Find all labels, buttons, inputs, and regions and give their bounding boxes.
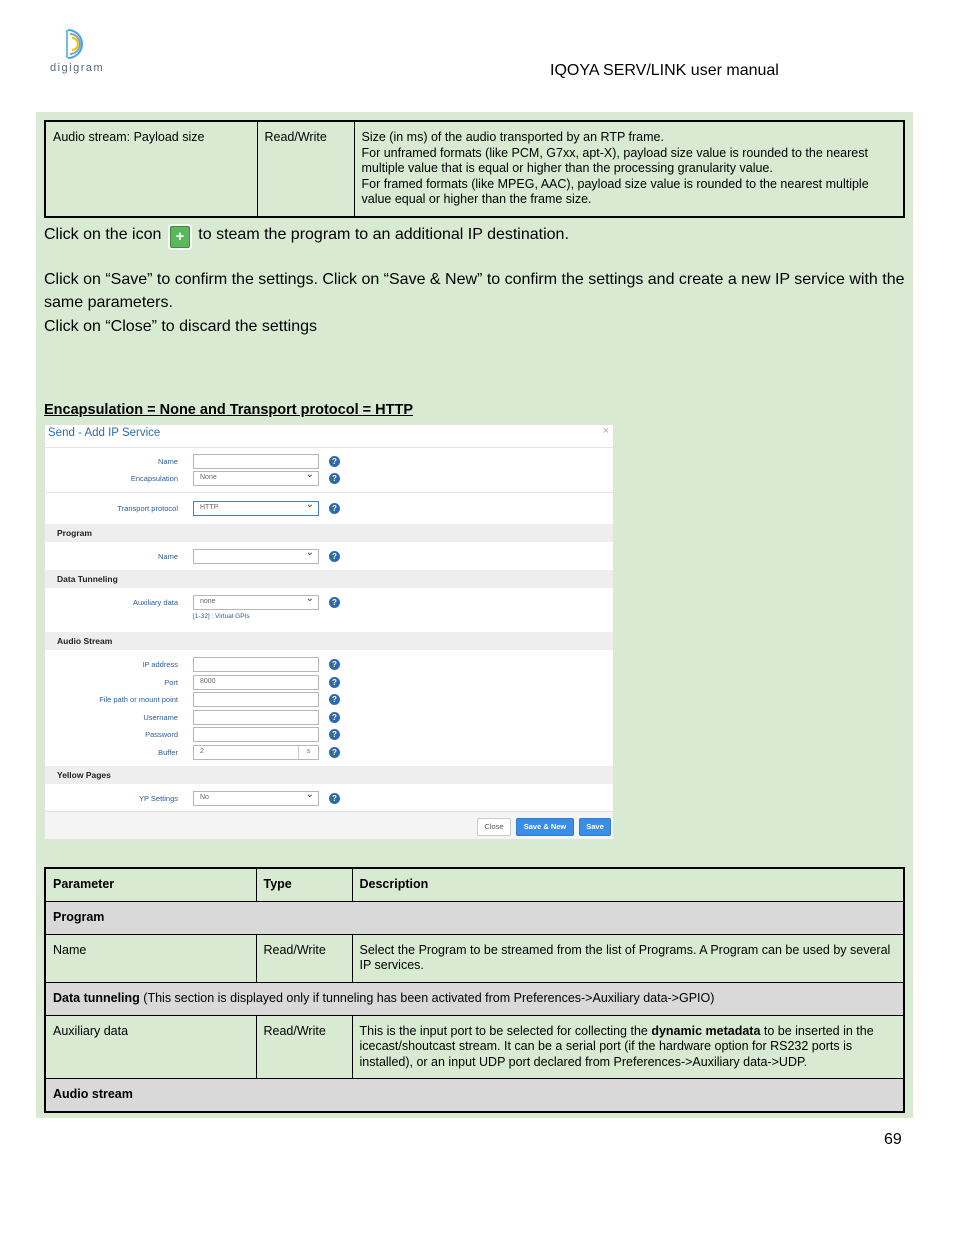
header-parameter: Parameter bbox=[45, 868, 256, 901]
name-label: Name bbox=[157, 457, 178, 466]
help-icon[interactable]: ? bbox=[329, 712, 340, 723]
help-icon[interactable]: ? bbox=[329, 597, 340, 608]
type-cell: Read/Write bbox=[257, 121, 354, 217]
password-label: Password bbox=[145, 730, 178, 739]
help-icon[interactable]: ? bbox=[329, 729, 340, 740]
help-icon[interactable]: ? bbox=[329, 473, 340, 484]
section-heading: Encapsulation = None and Transport protocol = HTTP bbox=[44, 402, 413, 418]
data-tunneling-section-header: Data Tunneling bbox=[45, 570, 613, 588]
buffer-value: 2 bbox=[200, 748, 204, 755]
ip-address-input[interactable] bbox=[193, 657, 319, 672]
table-row bbox=[45, 934, 904, 982]
add-ip-service-dialog bbox=[44, 424, 614, 840]
transport-protocol-select[interactable]: HTTP ⌄ bbox=[193, 501, 319, 516]
instruction-text: to steam the program to an additional IP destination. bbox=[198, 226, 569, 243]
description-text: to be inserted in the icecast/shoutcast stream. It can be a serial port (if the hardware option for RS232 ports is installed), or an input UDP port declared from Preferences->Auxiliary data->UDP. bbox=[359, 1023, 874, 1069]
program-section-header: Program bbox=[45, 524, 613, 542]
add-plus-icon[interactable]: + bbox=[170, 226, 190, 248]
save-button[interactable]: Save bbox=[579, 818, 611, 836]
table-row bbox=[45, 121, 904, 217]
table-row bbox=[45, 1015, 904, 1079]
param-cell: Audio stream: Payload size bbox=[45, 121, 257, 217]
header-description: Description bbox=[352, 868, 904, 901]
help-icon[interactable]: ? bbox=[329, 694, 340, 705]
audio-stream-section: Audio stream bbox=[45, 1079, 904, 1112]
password-input[interactable] bbox=[193, 727, 319, 742]
yp-settings-select[interactable]: No ⌄ bbox=[193, 791, 319, 806]
description-line: Size (in ms) of the audio transported by an RTP frame. bbox=[361, 130, 664, 144]
help-icon[interactable]: ? bbox=[329, 677, 340, 688]
encapsulation-label: Encapsulation bbox=[130, 474, 178, 483]
help-icon[interactable]: ? bbox=[329, 793, 340, 804]
add-destination-instruction bbox=[44, 223, 569, 248]
description-text: This is the input port to be selected for collecting the bbox=[359, 1023, 652, 1038]
buffer-unit: s bbox=[298, 746, 318, 759]
buffer-label: Buffer bbox=[158, 748, 178, 757]
dialog-title: Send - Add IP Service bbox=[48, 427, 161, 439]
ip-address-label: IP address bbox=[142, 660, 178, 669]
auxiliary-data-hint: [1-32] : Virtual GPIs bbox=[193, 613, 250, 620]
header-type: Type bbox=[256, 868, 352, 901]
close-instruction: Click on “Close” to discard the settings bbox=[44, 318, 317, 335]
name-input[interactable] bbox=[193, 454, 319, 469]
help-icon[interactable]: ? bbox=[329, 551, 340, 562]
type-cell: Read/Write bbox=[256, 934, 352, 982]
auxiliary-data-select[interactable]: none ⌄ bbox=[193, 595, 319, 610]
logo-icon bbox=[50, 26, 120, 62]
file-path-input[interactable] bbox=[193, 692, 319, 707]
section-note: (This section is displayed only if tunneling has been activated from Preferences->Auxiliary data->GPIO) bbox=[139, 990, 715, 1005]
port-input[interactable]: 8000 bbox=[193, 675, 319, 690]
help-icon[interactable]: ? bbox=[329, 456, 340, 467]
close-icon[interactable]: × bbox=[602, 425, 609, 437]
table-header-row bbox=[45, 868, 904, 901]
dialog-footer bbox=[45, 811, 613, 839]
divider bbox=[45, 492, 613, 493]
divider bbox=[45, 447, 613, 448]
digigram-logo bbox=[50, 26, 120, 78]
description-line: For unframed formats (like PCM, G7xx, apt-X), payload size value is rounded to the nearest multiple value that is equal or higher than the processing granularity value. bbox=[361, 145, 868, 175]
param-cell: Name bbox=[45, 934, 256, 982]
description-cell bbox=[352, 1015, 904, 1079]
auxiliary-data-label: Auxiliary data bbox=[132, 598, 178, 607]
help-icon[interactable]: ? bbox=[329, 659, 340, 670]
instruction-text: Click on the icon bbox=[44, 226, 162, 243]
save-instruction: Click on “Save” to confirm the settings. Click on “Save & New” to confirm the settings and create a new IP service with the same parameters. bbox=[44, 271, 905, 311]
help-icon[interactable]: ? bbox=[329, 503, 340, 514]
username-label: Username bbox=[143, 713, 178, 722]
transport-protocol-label: Transport protocol bbox=[117, 504, 178, 513]
file-path-label: File path or mount point bbox=[99, 695, 178, 704]
help-icon[interactable]: ? bbox=[329, 747, 340, 758]
table-section-row bbox=[45, 1079, 904, 1112]
data-tunneling-section bbox=[45, 982, 904, 1015]
logo-text: digigram bbox=[50, 62, 105, 74]
document-title: IQOYA SERV/LINK user manual bbox=[550, 62, 779, 79]
page-number: 69 bbox=[884, 1131, 902, 1148]
port-label: Port bbox=[164, 678, 178, 687]
payload-size-table bbox=[44, 120, 905, 218]
param-cell: Auxiliary data bbox=[45, 1015, 256, 1079]
description-bold: dynamic metadata bbox=[651, 1023, 761, 1038]
username-input[interactable] bbox=[193, 710, 319, 725]
description-line: For framed formats (like MPEG, AAC), payload size value is rounded to the nearest multiple value equal or higher than the frame size. bbox=[361, 176, 869, 206]
program-name-select[interactable] bbox=[193, 549, 319, 564]
description-cell: Select the Program to be streamed from the list of Programs. A Program can be used by several IP services. bbox=[352, 934, 904, 982]
yp-settings-label: YP Settings bbox=[138, 794, 178, 803]
save-and-new-button[interactable]: Save & New bbox=[516, 818, 574, 836]
table-section-row bbox=[45, 982, 904, 1015]
buffer-input[interactable] bbox=[193, 745, 319, 760]
encapsulation-select[interactable]: None ⌄ bbox=[193, 471, 319, 486]
yellow-pages-section-header: Yellow Pages bbox=[45, 766, 613, 784]
description-cell bbox=[354, 121, 904, 217]
section-title: Data tunneling bbox=[53, 990, 140, 1005]
table-section-row bbox=[45, 901, 904, 934]
type-cell: Read/Write bbox=[256, 1015, 352, 1079]
close-button[interactable]: Close bbox=[477, 818, 511, 836]
parameters-table bbox=[44, 867, 905, 1113]
program-section: Program bbox=[45, 901, 904, 934]
audio-stream-section-header: Audio Stream bbox=[45, 632, 613, 650]
program-name-label: Name bbox=[157, 552, 178, 561]
